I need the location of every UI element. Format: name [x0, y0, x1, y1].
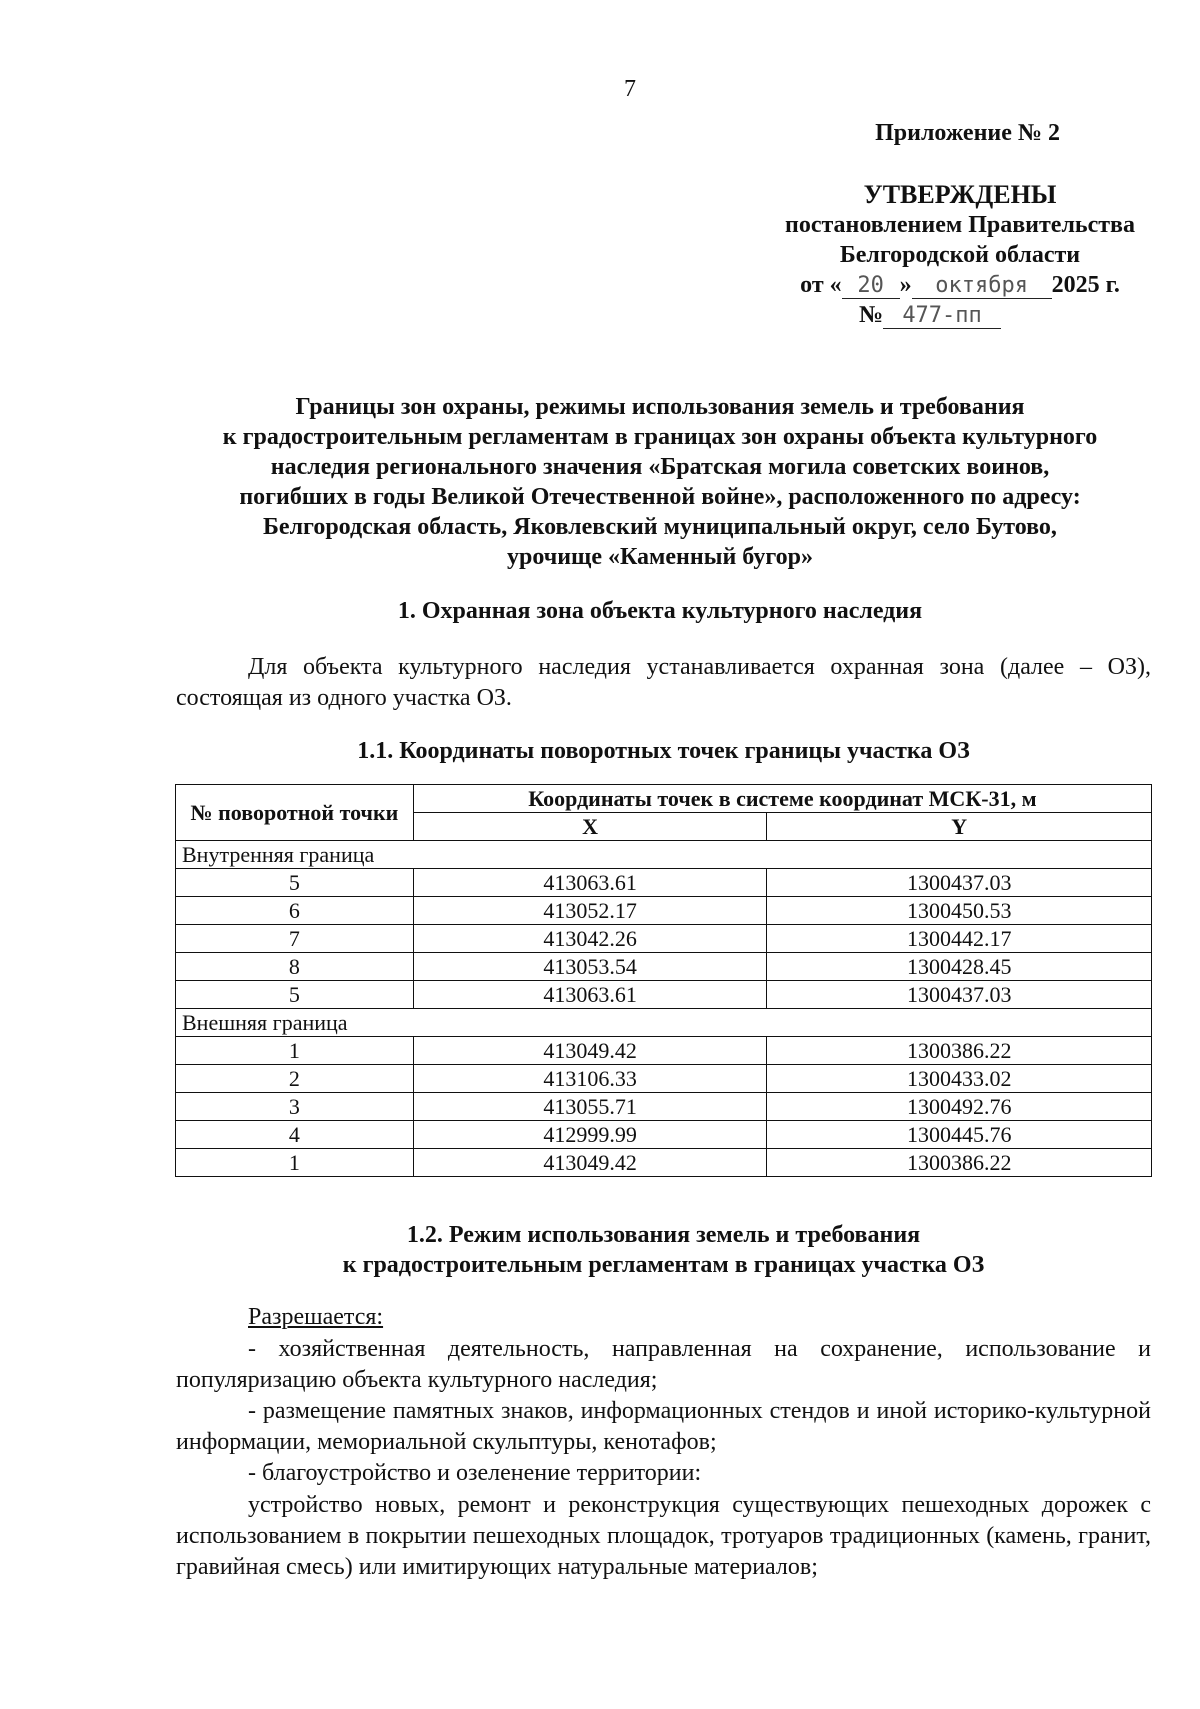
date-year: 2025 г. — [1051, 272, 1120, 298]
section-1-heading: 1. Охранная зона объекта культурного наследия — [397, 598, 923, 624]
title-line: Белгородская область, Яковлевский муниципальный округ, село Бутово, — [263, 514, 1057, 540]
header-x: X — [413, 813, 767, 841]
approval-line-1: постановлением Правительства — [784, 212, 1135, 238]
table-header-row — [176, 785, 1152, 813]
section-1-2-heading-line: к градостроительным регламентам в границах участка ОЗ — [342, 1252, 985, 1278]
coord-x: 413049.42 — [413, 1149, 767, 1177]
allowed-item: - хозяйственная деятельность, направленная на сохранение, использование и популяризацию объекта культурного наследия; — [176, 1336, 1151, 1393]
title-line: к градостроительным регламентам в границах зон охраны объекта культурного — [222, 424, 1098, 450]
table-row — [176, 1121, 1152, 1149]
table-row — [176, 981, 1152, 1009]
date-day: 20 — [842, 274, 900, 299]
allowed-item: устройство новых, ремонт и реконструкция существующих пешеходных дорожек с использованием в покрытии пешеходных площадок, тротуаров традиционных (камень, гранит, гравийная смесь) или имитирующих натуральные материалов; — [176, 1492, 1151, 1580]
table-row — [176, 897, 1152, 925]
approved-label: УТВЕРЖДЕНЫ — [863, 180, 1057, 209]
coord-y: 1300437.03 — [767, 869, 1152, 897]
coordinates-table — [175, 784, 1152, 1177]
allowed-label — [176, 1302, 1151, 1333]
point-number: 5 — [176, 981, 414, 1009]
table-row — [176, 1065, 1152, 1093]
coord-x: 413049.42 — [413, 1037, 767, 1065]
coord-y: 1300437.03 — [767, 981, 1152, 1009]
table-row — [176, 925, 1152, 953]
header-point: № поворотной точки — [176, 785, 414, 841]
point-number: 8 — [176, 953, 414, 981]
coord-x: 413052.17 — [413, 897, 767, 925]
title-line: наследия регионального значения «Братская могила советских воинов, — [270, 454, 1050, 480]
section-1-1-heading: 1.1. Координаты поворотных точек границы участка ОЗ — [357, 738, 970, 764]
coord-y: 1300428.45 — [767, 953, 1152, 981]
table-section-row — [176, 841, 1152, 869]
coord-x: 413063.61 — [413, 869, 767, 897]
point-number: 6 — [176, 897, 414, 925]
coord-x: 413053.54 — [413, 953, 767, 981]
allowed-label-text: Разрешается: — [248, 1304, 384, 1330]
approval-block — [760, 118, 1160, 330]
appendix-label: Приложение № 2 — [875, 120, 1060, 146]
coord-y: 1300442.17 — [767, 925, 1152, 953]
table-row — [176, 1149, 1152, 1177]
approval-date — [760, 270, 1160, 300]
coord-y: 1300433.02 — [767, 1065, 1152, 1093]
coord-y: 1300492.76 — [767, 1093, 1152, 1121]
outer-boundary-label: Внешняя граница — [176, 1009, 1152, 1037]
point-number: 3 — [176, 1093, 414, 1121]
section-1-text: Для объекта культурного наследия устанавливается охранная зона (далее – ОЗ), состоящая из одного участка ОЗ. — [176, 654, 1151, 711]
coord-x: 413106.33 — [413, 1065, 767, 1093]
header-coords: Координаты точек в системе координат МСК-31, м — [413, 785, 1151, 813]
table-section-row — [176, 1009, 1152, 1037]
coord-y: 1300386.22 — [767, 1149, 1152, 1177]
title-line: урочище «Каменный бугор» — [506, 544, 814, 570]
table-row — [176, 1093, 1152, 1121]
title-line: Границы зон охраны, режимы использования земель и требования — [295, 394, 1025, 420]
number-prefix: № — [858, 302, 884, 328]
document-number: 477-пп — [883, 304, 1001, 329]
coord-y: 1300386.22 — [767, 1037, 1152, 1065]
point-number: 5 — [176, 869, 414, 897]
table-row — [176, 1037, 1152, 1065]
table-row — [176, 869, 1152, 897]
date-month: октября — [912, 274, 1052, 299]
page-number: 7 — [624, 76, 636, 102]
point-number: 1 — [176, 1149, 414, 1177]
table-row — [176, 953, 1152, 981]
coord-y: 1300450.53 — [767, 897, 1152, 925]
coord-x: 413055.71 — [413, 1093, 767, 1121]
date-prefix: от « — [800, 272, 842, 298]
coord-x: 413042.26 — [413, 925, 767, 953]
date-day-close: » — [899, 272, 912, 298]
coord-x: 412999.99 — [413, 1121, 767, 1149]
document-title — [160, 392, 1160, 572]
coord-x: 413063.61 — [413, 981, 767, 1009]
point-number: 1 — [176, 1037, 414, 1065]
allowed-item: - размещение памятных знаков, информационных стендов и иной историко-культурной информации, мемориальной скульптуры, кенотафов; — [176, 1398, 1151, 1455]
approval-number — [760, 300, 1160, 330]
section-1-2-heading-line: 1.2. Режим использования земель и требования — [406, 1222, 921, 1248]
approval-line-2: Белгородской области — [839, 242, 1081, 268]
point-number: 2 — [176, 1065, 414, 1093]
coord-y: 1300445.76 — [767, 1121, 1152, 1149]
header-y: Y — [767, 813, 1152, 841]
point-number: 4 — [176, 1121, 414, 1149]
inner-boundary-label: Внутренняя граница — [176, 841, 1152, 869]
title-line: погибших в годы Великой Отечественной войне», расположенного по адресу: — [239, 484, 1081, 510]
allowed-item: - благоустройство и озеленение территории: — [248, 1460, 702, 1486]
point-number: 7 — [176, 925, 414, 953]
section-1-2-heading — [176, 1220, 1151, 1280]
